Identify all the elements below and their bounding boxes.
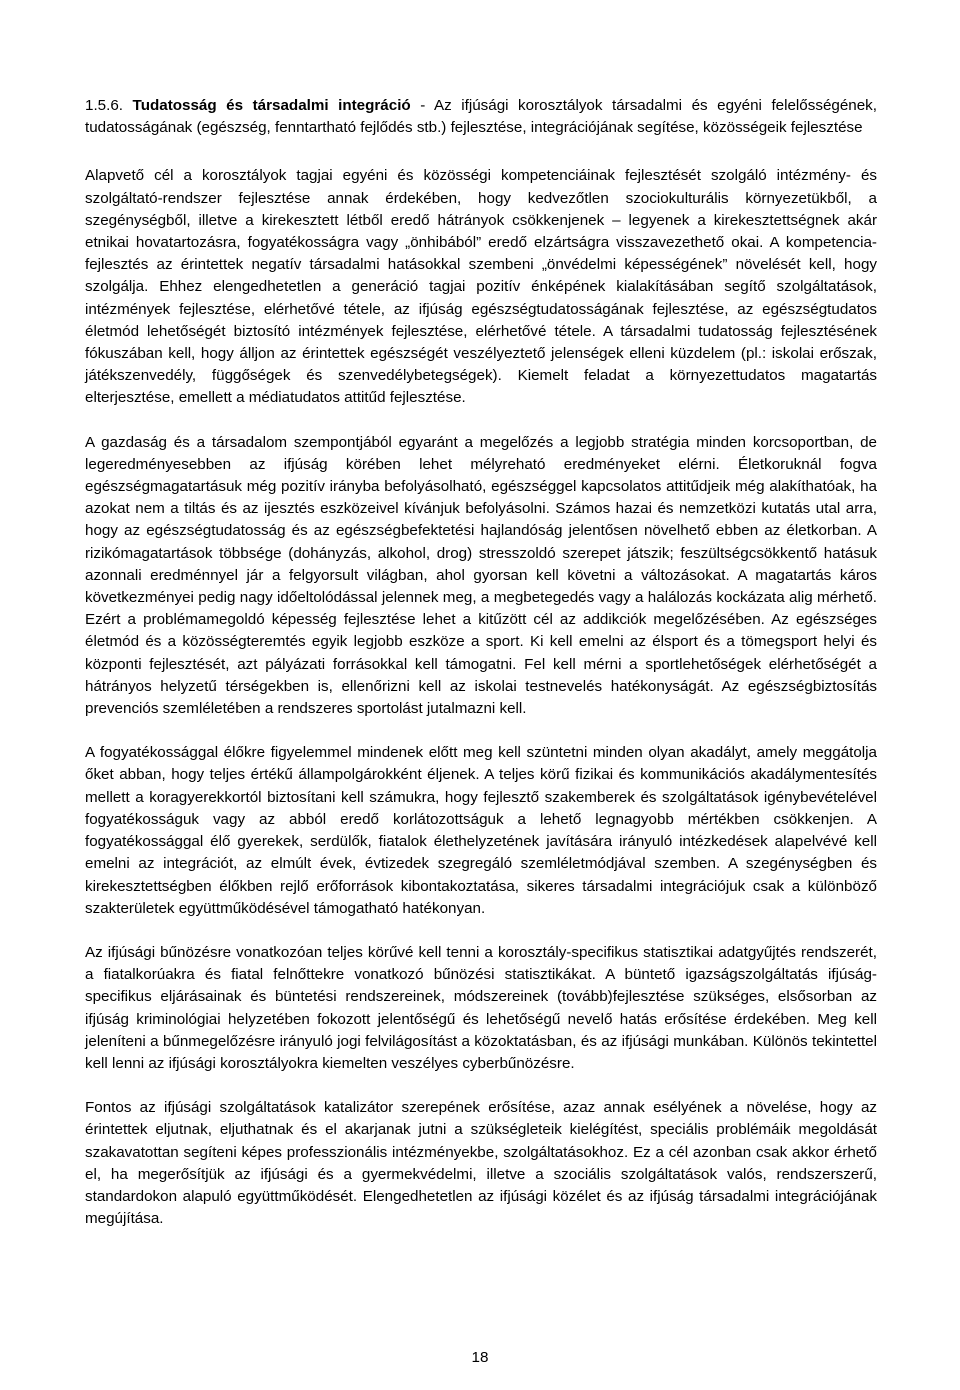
document-page: [85, 95, 877, 1252]
section-number: 1.5.6.: [85, 97, 123, 114]
paragraph-4: Az ifjúsági bűnözésre vonatkozóan teljes körűvé kell tenni a korosztály-specifikus statisztikai adatgyűjtés rendszerét, a fiatalkorúakra és fiatal felnőttekre vonatkozó bűnözési statisztikákat. A büntető igazságszolgáltatás ifjúság-specifikus eljárásainak és büntetési rendszereinek, módszereinek (tovább)fejlesztése szükséges, elsősorban az ifjúság kriminológiai helyzetében fokozott jelentőségű és lehetőségű nevelő hatás erősítése érdekében. Meg kell jeleníteni a bűnmegelőzésre irányuló jogi felvilágosítást a közoktatásban, és az ifjúsági munkában. Különös tekintettel kell lenni az ifjúsági korosztályokra kiemelten veszélyes cyberbűnözésre.: [85, 943, 877, 1072]
section-title-rest: - Az ifjúsági korosztályok társadalmi és egyéni felelősségének, tudatosságának (egészség, fenntartható fejlődés stb.) fejlesztése, integrációjának segítése, közösségeik fejlesztése: [85, 97, 877, 137]
section-title-bold: Tudatosság és társadalmi integráció: [132, 97, 411, 114]
section-heading: [85, 95, 877, 139]
paragraph-5: Fontos az ifjúsági szolgáltatások katalizátor szerepének erősítése, azaz annak esélyének a növelése, hogy az érintettek eljutnak, eljuthatnak és el akarjanak jutni a szükségleteik kielégítést, speciális problémáik megoldását szakavatottan segíteni képes professzionális intézményekbe, szolgáltatásokhoz. Ez a cél azonban csak akkor érhető el, ha megerősítjük az ifjúsági és a gyermekvédelmi, illetve a szociális szolgáltatások valós, rendszerszerű, standardokon alapuló együttműködését. Elengedhetetlen az ifjúsági közélet és az ifjúság társadalmi integrációjának megújítása.: [85, 1099, 877, 1228]
page-number: 18: [471, 1349, 489, 1366]
paragraph-1: Alapvető cél a korosztályok tagjai egyéni és közösségi kompetenciáinak fejlesztését szolgáló intézmény- és szolgáltató-rendszer fejlesztése annak érdekében, hogy kedvezőtlen szociokulturális környezetükből, a szegénységből, illetve a kirekesztett létből eredő hátrányok csökkenjenek – legyenek a kirekesztettségnek akár etnikai hovatartozásra, fogyatékosságra vagy „önhibából” eredő elzártságra visszavezethető okai. A kompetencia-fejlesztés az érintettek negatív társadalmi hatásokkal szembeni „önvédelmi képességének” növelését kell, hogy szolgálja. Ehhez elengedhetetlen a generáció tagjai pozitív énképének kialakításában segítő szolgáltatások, intézmények fejlesztése, elérhetővé tétele, az ifjúság egészségtudatosságának fejlesztése, az egészségtudatos életmód lehetőségét biztosító intézmények fejlesztése, elérhetővé tétele. A társadalmi tudatosság fejlesztésének fókuszában kell, hogy álljon az érintettek egészségét veszélyeztető jelenségek elleni küzdelem (pl.: iskolai erőszak, játékszenvedély, függőségek és szenvedélybetegségek). Kiemelt feladat a környezettudatos magatartás elterjesztése, emellett a médiatudatos attitűd fejlesztése.: [85, 167, 877, 407]
paragraph-3: A fogyatékossággal élőkre figyelemmel mindenek előtt meg kell szüntetni minden olyan akadályt, amely meggátolja őket abban, hogy teljes értékű állampolgárokként éljenek. A teljes körű fizikai és kommunikációs akadálymentesítés mellett a koragyerekkortól biztosítani kell számukra, hogy fejlesztő szakemberek és szolgáltatások igénybevételével fogyatékosságuk vagy az abból eredő korlátozottságuk a lehető legnagyobb mértékben csökkenjen. A fogyatékossággal élő gyerekek, serdülők, fiatalok élethelyzetének javítására irányuló intézkedések alapelvévé kell emelni az integrációt, az elmúlt évek, évtizedek szegregáló szemléletmódjával szemben. A szegénységben és kirekesztettségben élőkben rejlő erőforrások kibontakoztatása, sikeres társadalmi integrációjuk csak a különböző szakterületek együttműködésével támogatható hatékonyan.: [85, 744, 877, 917]
paragraph-2: A gazdaság és a társadalom szempontjából egyaránt a megelőzés a legjobb stratégia minden korcsoportban, de legeredményesebben az ifjúság körében lehet mélyreható eredményeket elérni. Életkoruknál fogva egészségmagatartásuk még pozitív irányba befolyásolható, egészséggel kapcsolatos attitűdjeik még alakíthatóak, ha azokat nem a tiltás és az ijesztés eszközeivel kívánjuk befolyásolni. Számos hazai és nemzetközi kutatás utal arra, hogy az egészségtudatosság és az egészségbefektetési hajlandóság jelentősen növelhető ebben az életkorban. A rizikómagatartások többsége (dohányzás, alkohol, drog) stresszoldó szerepet játszik; feszültségcsökkentő hatásuk azonnali eredménnyel jár a felgyorsult világban, ahol gyorsan kell követni a változásokat. A magatartás káros következményei pedig nagy időeltolódással jelennek meg, a megbetegedés vagy a halálozás kockázata alig mérhető. Ezért a problémamegoldó képesség fejlesztése lehet a kitűzött cél az addikciók megelőzésében. Az egészséges életmód és a közösségteremtés egyik legjobb eszköze a sport. Ki kell emelni az élsport és a tömegsport helyi és központi fejlesztését, azt pályázati forrásokkal kell támogatni. Fel kell mérni a sportlehetőségek elérhetőségét a hátrányos helyzetű térségekben is, ellenőrizni kell az iskolai testnevelés hatékonyságát. Az egészségbiztosítás prevenciós szemléletében a rendszeres sportolást jutalmazni kell.: [85, 433, 877, 718]
